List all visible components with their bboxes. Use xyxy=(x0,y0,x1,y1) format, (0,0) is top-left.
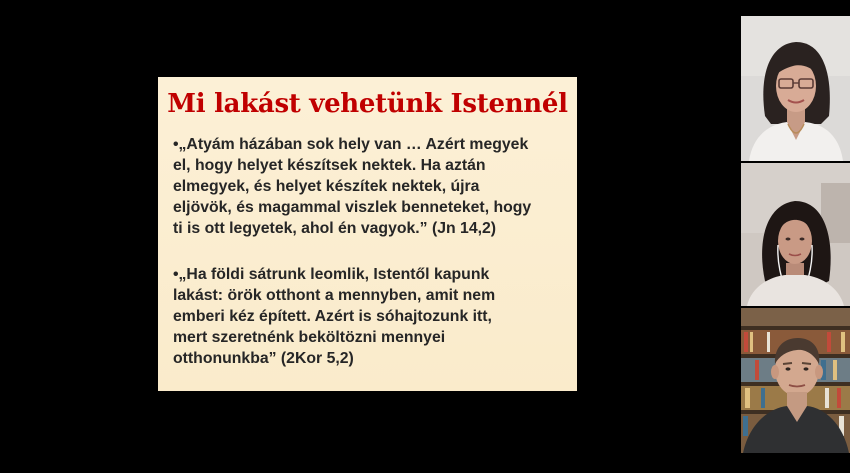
participant-video-man-bookshelf-icon xyxy=(741,308,850,453)
bullet-1-line-3: elmegyek, és helyet készítek nektek, újra xyxy=(173,178,480,195)
slide-bullet-1 xyxy=(173,134,571,239)
participant-video-woman-headphones-icon xyxy=(741,163,850,306)
bullet-2-line-5: otthonunkba” (2Kor 5,2) xyxy=(173,350,354,367)
shared-slide xyxy=(158,77,577,391)
participant-video-woman-glasses-icon xyxy=(741,16,850,161)
bullet-1-line-4: eljövök, és magammal viszlek benneteket, hogy xyxy=(173,199,532,216)
bullet-2-line-2: lakást: örök otthont a mennyben, amit nem xyxy=(173,287,496,304)
participant-video-3[interactable] xyxy=(741,308,850,453)
slide-title: Mi lakást vehetünk Istennél xyxy=(167,89,568,119)
bullet-2-line-4: mert szeretnénk beköltözni mennyei xyxy=(173,329,446,346)
participant-video-2[interactable] xyxy=(741,163,850,306)
bullet-2-line-3: emberi kéz épített. Azért is sóhajtozunk itt, xyxy=(173,308,492,325)
bullet-2-line-1: •„Ha földi sátrunk leomlik, Istentől kapunk xyxy=(173,266,490,283)
bullet-1-line-1: •„Atyám házában sok hely van … Azért megyek xyxy=(173,136,529,153)
bullet-1-line-5: ti is ott legyetek, ahol én vagyok.” (Jn 14,2) xyxy=(173,220,497,237)
bullet-1-line-2: el, hogy helyet készítsek nektek. Ha aztán xyxy=(173,157,486,174)
slide-bullet-2 xyxy=(173,264,571,369)
participant-video-1[interactable] xyxy=(741,16,850,161)
